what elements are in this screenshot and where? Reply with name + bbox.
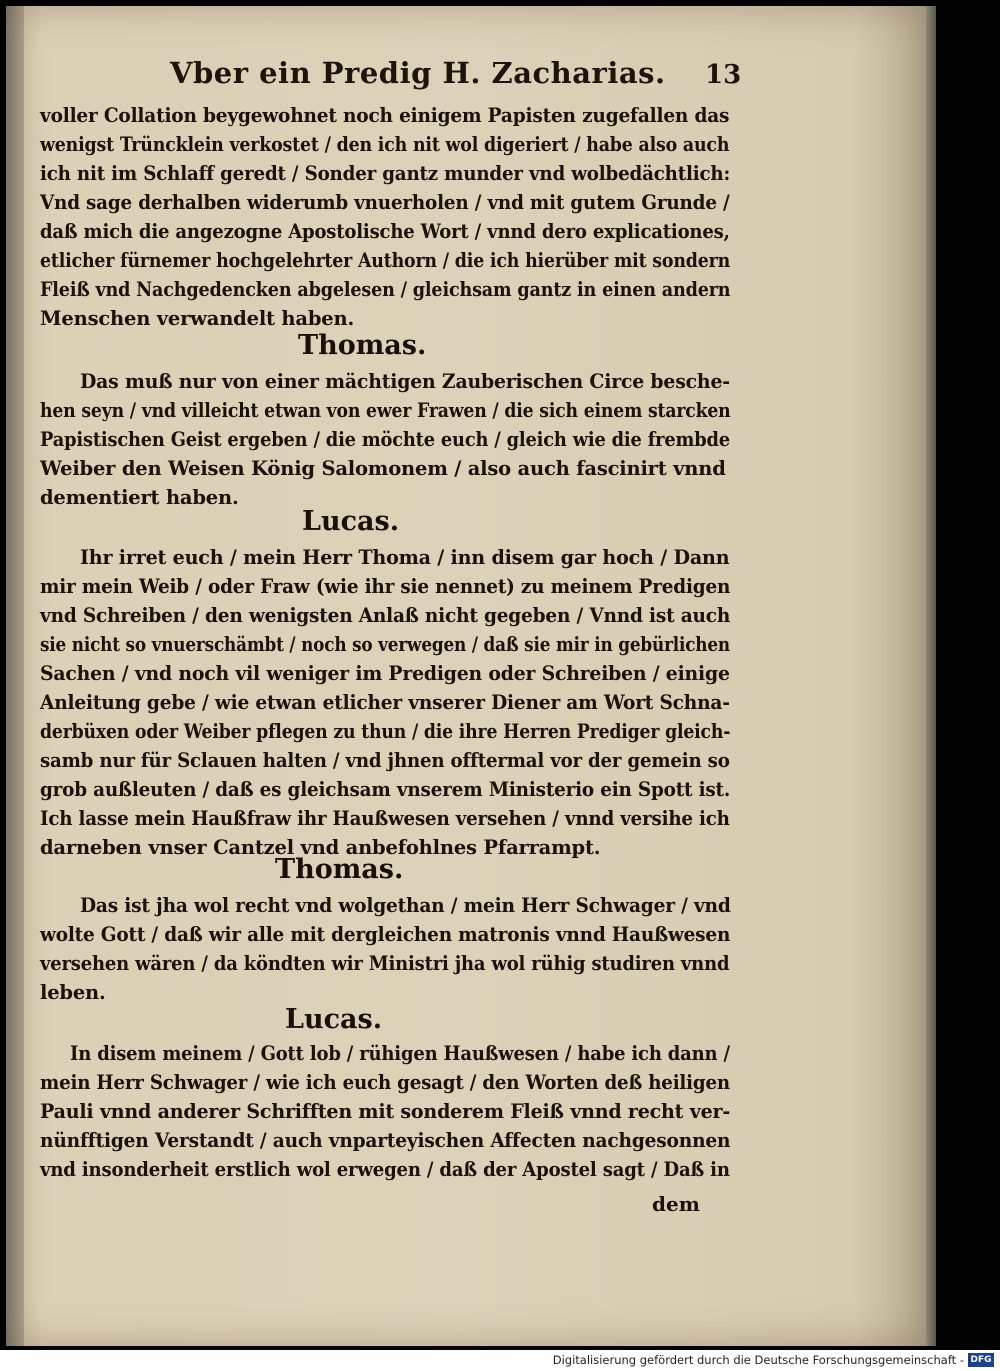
catchword: dem <box>652 1192 700 1216</box>
text-line: mir mein Weib / oder Fraw (wie ihr sie nennet) zu meinem Predigen <box>40 575 731 598</box>
text-line: versehen wären / da köndten wir Ministri jha wol rühig studiren vnnd <box>40 952 730 975</box>
text-line: In disem meinem / Gott lob / rühigen Haußwesen / habe ich dann / <box>70 1042 730 1065</box>
digitization-footer <box>0 1350 1000 1371</box>
text-line: mein Herr Schwager / wie ich euch gesagt / den Worten deß heiligen <box>40 1071 730 1094</box>
text-line: Sachen / vnd noch vil weniger im Predigen oder Schreiben / einige <box>40 662 730 685</box>
speaker-heading-lucas: Lucas. <box>285 1004 383 1035</box>
text-line: Anleitung gebe / wie etwan etlicher vnserer Diener am Wort Schna- <box>40 691 730 714</box>
text-line: dementiert haben. <box>40 486 239 509</box>
page-header <box>40 56 740 100</box>
text-line: wenigst Trüncklein verkostet / den ich nit wol digeriert / habe also auch <box>40 133 730 156</box>
text-line: ich nit im Schlaff geredt / Sonder gantz munder vnd wolbedächtlich: <box>40 162 731 185</box>
text-line: voller Collation beygewohnet noch einigem Papisten zugefallen das <box>40 104 730 127</box>
text-line: Papistischen Geist ergeben / die möchte euch / gleich wie die frembde <box>40 428 730 451</box>
speaker-heading-thomas: Thomas. <box>275 854 404 885</box>
speaker-heading-thomas: Thomas. <box>298 330 427 361</box>
text-line: derbüxen oder Weiber pflegen zu thun / die ihre Herren Prediger gleich- <box>40 720 731 743</box>
text-line: nünfftigen Verstandt / auch vnparteyischen Affecten nachgesonnen <box>40 1129 731 1152</box>
footer-credit: Digitalisierung gefördert durch die Deutsche Forschungsgemeinschaft - <box>552 1353 964 1367</box>
text-line: Weiber den Weisen König Salomonem / also auch fascinirt vnnd <box>40 457 726 480</box>
text-line: Vnd sage derhalben widerumb vnuerholen / vnd mit gutem Grunde / <box>40 191 730 214</box>
page-edge <box>926 6 936 1346</box>
text-line: Das muß nur von einer mächtigen Zauberischen Circe besche- <box>80 370 730 393</box>
text-line: Ich lasse mein Haußfraw ihr Haußwesen versehen / vnnd versihe ich <box>40 807 730 830</box>
text-line: Pauli vnnd anderer Schrifften mit sonderem Fleiß vnnd recht ver- <box>40 1100 731 1123</box>
page-binding-shadow <box>6 6 24 1346</box>
text-line: Fleiß vnd Nachgedencken abgelesen / gleichsam gantz in einen andern <box>40 278 731 301</box>
text-line: hen seyn / vnd villeicht etwan von ewer Frawen / die sich einem starcken <box>40 399 731 422</box>
text-line: Menschen verwandelt haben. <box>40 307 355 330</box>
text-line: daß mich die angezogne Apostolische Wort / vnnd dero explicationes, <box>40 220 730 243</box>
text-line: grob außleuten / daß es gleichsam vnserem Ministerio ein Spott ist. <box>40 778 731 801</box>
text-line: vnd insonderheit erstlich wol erwegen / daß der Apostel sagt / Daß in <box>40 1158 730 1181</box>
dfg-logo-icon: DFG <box>968 1353 994 1367</box>
text-line: darneben vnser Cantzel vnd anbefohlnes Pfarrampt. <box>40 836 601 859</box>
text-line: Ihr irret euch / mein Herr Thoma / inn disem gar hoch / Dann <box>80 546 730 569</box>
text-line: samb nur für Sclauen halten / vnd jhnen offtermal vor der gemein so <box>40 749 730 772</box>
speaker-heading-lucas: Lucas. <box>302 506 400 537</box>
text-line: Das ist jha wol recht vnd wolgethan / mein Herr Schwager / vnd <box>80 894 731 917</box>
running-title: Vber ein Predig H. Zacharias. <box>170 56 666 90</box>
page-number: 13 <box>705 60 742 90</box>
text-line: sie nicht so vnuerschämbt / noch so verwegen / daß sie mir in gebürlichen <box>40 633 731 656</box>
text-line: wolte Gott / daß wir alle mit dergleichen matronis vnnd Haußwesen <box>40 923 731 946</box>
text-line: vnd Schreiben / den wenigsten Anlaß nicht gegeben / Vnnd ist auch <box>40 604 731 627</box>
text-line: etlicher fürnemer hochgelehrter Authorn / die ich hierüber mit sondern <box>40 249 731 272</box>
text-line: leben. <box>40 981 106 1004</box>
